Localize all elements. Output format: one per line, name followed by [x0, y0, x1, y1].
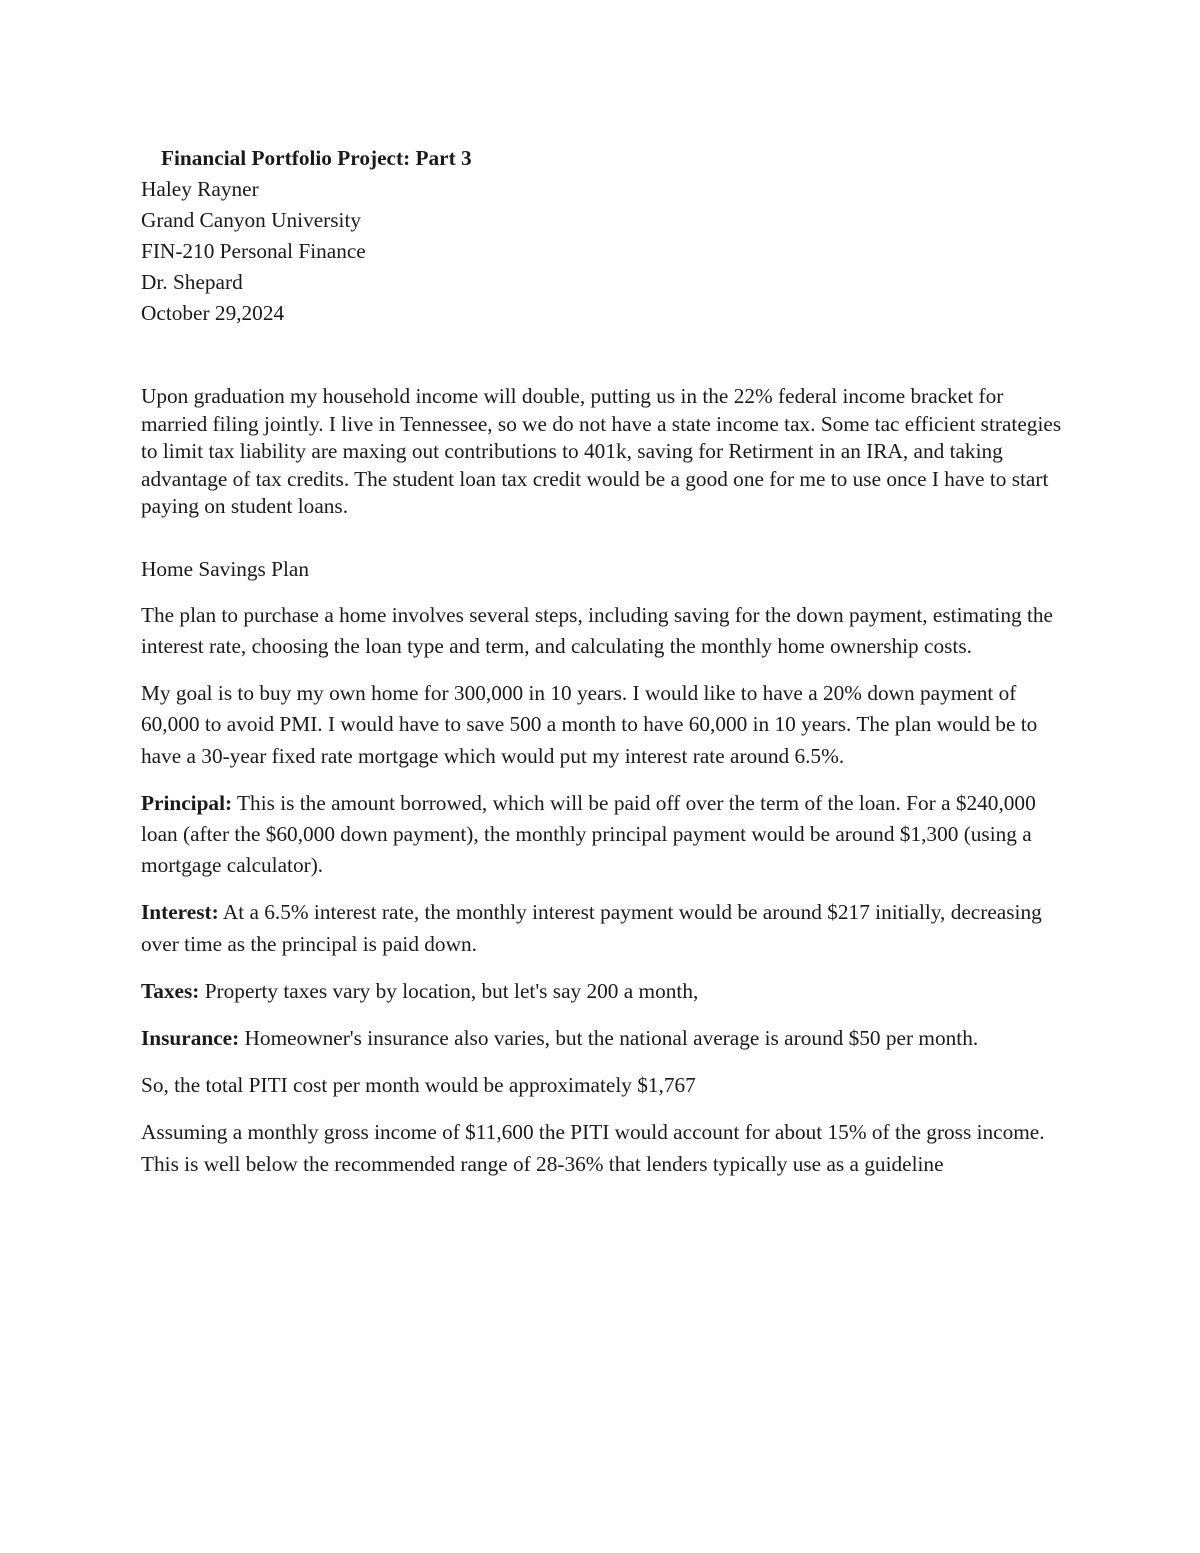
interest-label: Interest: [141, 900, 219, 925]
course-name: FIN-210 Personal Finance [141, 239, 366, 263]
insurance-paragraph [141, 1023, 1066, 1054]
document-date: October 29,2024 [141, 301, 285, 325]
insurance-text: Homeowner's insurance also varies, but the national average is around $50 per month. [239, 1025, 979, 1050]
document-body [141, 143, 1066, 1180]
insurance-label: Insurance: [141, 1025, 240, 1050]
author-name: Haley Rayner [141, 177, 259, 201]
institution-name: Grand Canyon University [141, 208, 362, 232]
principal-label: Principal: [141, 790, 233, 815]
intro-paragraph: Upon graduation my household income will double, putting us in the 22% federal income bracket for married filing jointly. I live in Tennessee, so we do not have a state income tax. Some tac efficient strategies to limit tax liability are maxing out contributions to 401k, saving for Retirment in an IRA, and taking advantage of tax credits. The student loan tax credit would be a good one for me to use once I have to start paying on student loans. [141, 384, 1062, 518]
interest-paragraph [141, 897, 1066, 959]
conclusion-paragraph: Assuming a monthly gross income of $11,600 the PITI would account for about 15% of the gross income. This is well below the recommended range of 28-36% that lenders typically use as a guideline [141, 1120, 1045, 1176]
interest-text: At a 6.5% interest rate, the monthly interest payment would be around $217 initially, decreasing over time as the principal is paid down. [141, 900, 1042, 956]
total-paragraph: So, the total PITI cost per month would be approximately $1,767 [141, 1073, 696, 1098]
plan-paragraph: The plan to purchase a home involves several steps, including saving for the down payment, estimating the interest rate, choosing the loan type and term, and calculating the monthly home ownership costs. [141, 602, 1053, 658]
taxes-text: Property taxes vary by location, but let's say 200 a month, [199, 978, 699, 1003]
taxes-label: Taxes: [141, 978, 200, 1003]
section-heading: Home Savings Plan [141, 556, 310, 581]
instructor-name: Dr. Shepard [141, 270, 243, 294]
goal-paragraph: My goal is to buy my own home for 300,000 in 10 years. I would like to have a 20% down payment of 60,000 to avoid PMI. I would have to save 500 a month to have 60,000 in 10 years. The plan would be to have a 30-year fixed rate mortgage which would put my interest rate around 6.5%. [141, 681, 1038, 768]
taxes-paragraph [141, 976, 1066, 1007]
document-title: Financial Portfolio Project: Part 3 [161, 146, 472, 170]
principal-text: This is the amount borrowed, which will be paid off over the term of the loan. For a $240,000 loan (after the $60,000 down payment), the monthly principal payment would be around $1,300 (using a mortgage calculator). [141, 790, 1036, 878]
principal-paragraph [141, 788, 1066, 882]
